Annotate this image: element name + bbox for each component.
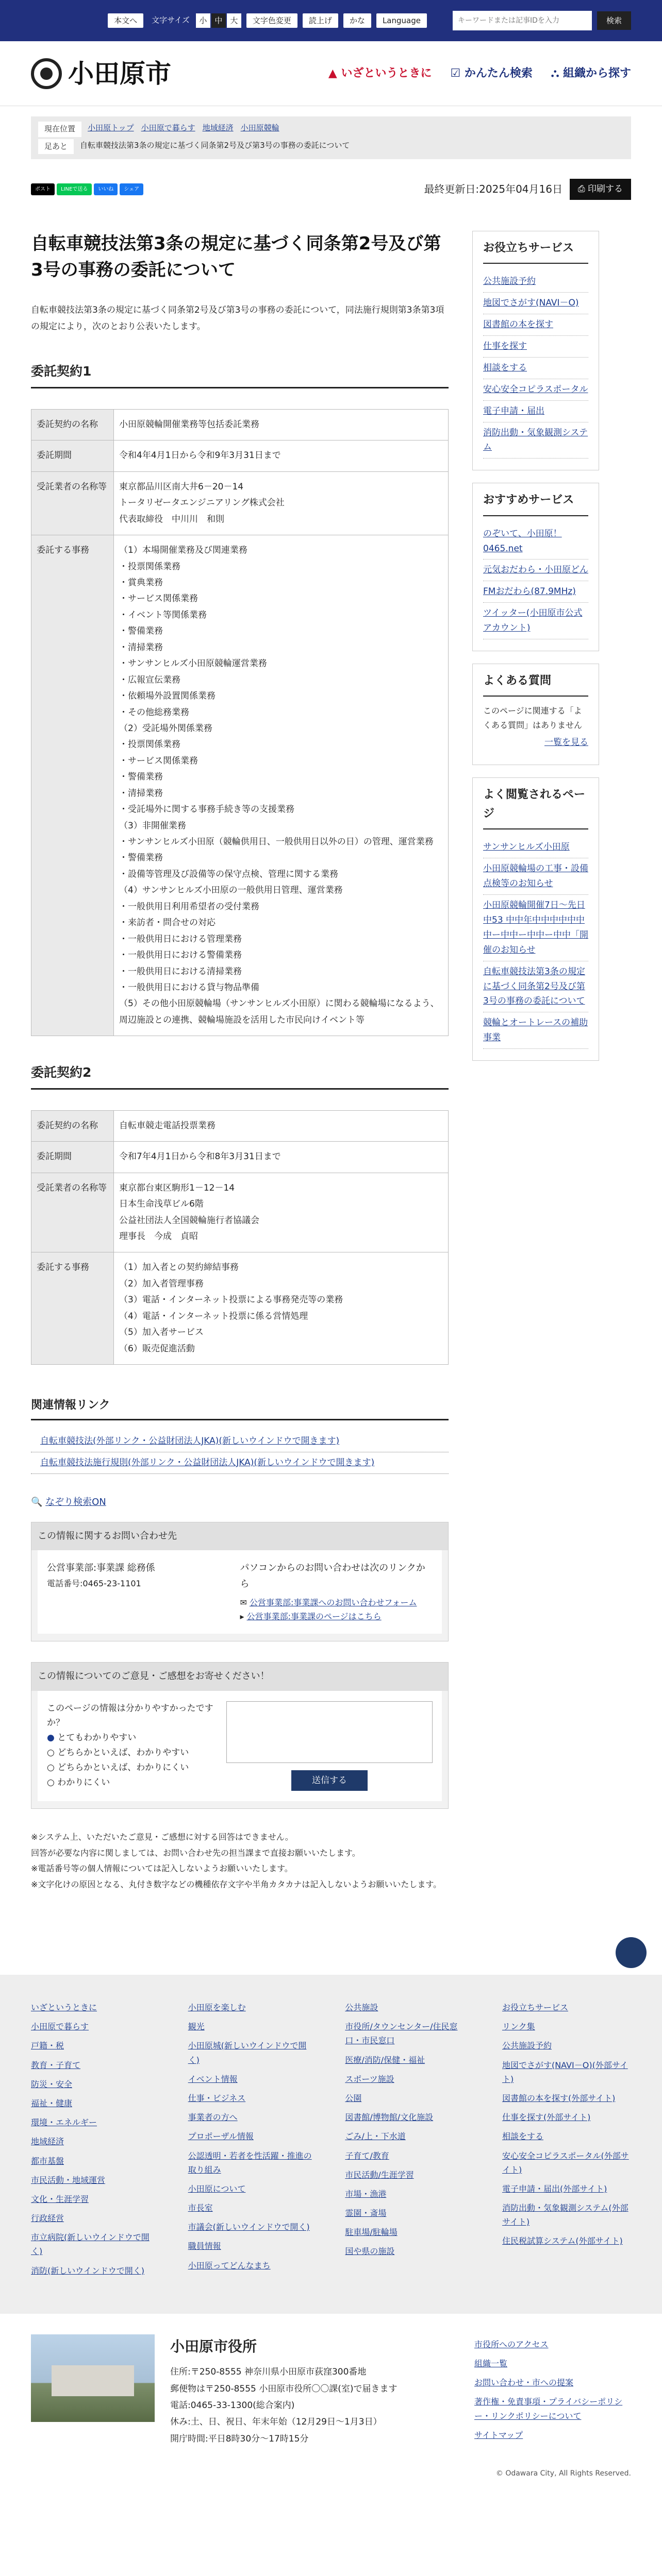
- sidebar-link[interactable]: 地図でさがす(NAVI－O): [483, 293, 588, 314]
- row-header: 委託期間: [31, 1142, 114, 1173]
- footer-link[interactable]: 市役所/タウンセンター/住民窓口・市民窓口: [345, 2022, 458, 2046]
- related-links-heading: 関連情報リンク: [31, 1396, 449, 1420]
- x-post-button[interactable]: ポスト: [31, 183, 55, 195]
- contract2-heading: 委託契約2: [31, 1062, 449, 1090]
- row-value: 令和4年4月1日から令和9年3月31日まで: [114, 440, 449, 471]
- footer-link[interactable]: 電子申請・届出(外部サイト): [502, 2183, 607, 2194]
- city-hall-photo: [31, 2334, 155, 2422]
- feedback-title: この情報についてのご意見・ご感想をお寄せください！: [31, 1663, 448, 1691]
- sidebar-link[interactable]: 仕事を探す: [483, 336, 588, 358]
- footer-link[interactable]: 戸籍・税: [31, 2041, 64, 2051]
- easy-search-link[interactable]: ☑ かんたん検索: [450, 66, 533, 80]
- copyright: © Odawara City, All Rights Reserved.: [495, 2469, 631, 2478]
- office-tel: 電話:0465-33-1300(総合案内): [170, 2400, 295, 2411]
- line-button[interactable]: LINEで送る: [57, 183, 92, 195]
- footer-link[interactable]: 消防(新しいウインドウで開く): [31, 2265, 145, 2276]
- skip-to-content-link[interactable]: 本文へ: [108, 13, 143, 28]
- site-name: 小田原市: [68, 58, 171, 89]
- city-emblem-icon: [31, 58, 62, 89]
- recommend-box: [472, 483, 599, 651]
- table-row: [31, 471, 449, 535]
- footer-link[interactable]: プロポーザル情報: [188, 2131, 254, 2142]
- office-link[interactable]: お問い合わせ・市への提案: [474, 2378, 574, 2388]
- footer-link[interactable]: 公園: [345, 2093, 362, 2103]
- office-address: 住所:〒250-8555 神奈川県小田原市荻窪300番地: [170, 2367, 367, 2378]
- emergency-link[interactable]: ▲ いざというときに: [328, 66, 432, 80]
- faq-box: [472, 664, 599, 765]
- utility-bar: [0, 0, 662, 41]
- footer-link[interactable]: 地図でさがす(NAVI－O)(外部サイト): [502, 2060, 628, 2084]
- org-search-link[interactable]: ⛬ 組織から探す: [551, 66, 631, 80]
- table-row: [31, 440, 449, 471]
- table-row: [31, 1173, 449, 1252]
- sidebar-link[interactable]: のぞいて、小田原！0465.net: [483, 523, 588, 560]
- sidebar-link[interactable]: 電子申請・届出: [483, 401, 588, 422]
- faq-text: このページに関連する「よくある質問」はありません: [483, 706, 583, 730]
- footer-link[interactable]: 市民活動・地域運営: [31, 2175, 106, 2185]
- footer-link[interactable]: 公認透明・若者を性活躍・推進の取り組み: [188, 2150, 312, 2175]
- contract1-table: [31, 409, 449, 1036]
- office-hours: 開庁時間:平日8時30分～17時15分: [170, 2433, 309, 2444]
- sidebar: [472, 231, 599, 1892]
- useful-services-box: [472, 231, 599, 470]
- link-act[interactable]: 自転車競技法(外部リンク・公益財団法人JKA)(新しいウインドウで開きます): [31, 1431, 449, 1452]
- search-button[interactable]: 検索: [597, 11, 631, 30]
- sidebar-link[interactable]: 元気おだわら・小田原どん: [483, 560, 588, 581]
- row-header: 受託業者の名称等: [31, 471, 114, 535]
- row-header: 委託契約の名称: [31, 409, 114, 440]
- current-location-label: 現在位置: [38, 122, 81, 137]
- footer-nav: [0, 1975, 662, 2314]
- contact-tel: 電話番号:0465-23-1101: [47, 1579, 141, 1588]
- office-info: [0, 2314, 662, 2468]
- footer-link[interactable]: 小田原を楽しむ: [188, 2003, 246, 2013]
- read-aloud-button[interactable]: 読上げ: [303, 13, 338, 28]
- color-change-button[interactable]: 文字色変更: [246, 13, 297, 28]
- sidebar-link[interactable]: 公共施設予約: [483, 271, 588, 293]
- footer-link[interactable]: スポーツ施設: [345, 2074, 394, 2084]
- related-links: [31, 1431, 449, 1474]
- site-logo[interactable]: [31, 52, 171, 95]
- radio-option-3[interactable]: ○ どちらかといえば、わかりにくい: [47, 1762, 189, 1773]
- link-rules[interactable]: 自転車競技法施行規則(外部リンク・公益財団法人JKA)(新しいウインドウで開きます): [31, 1452, 449, 1474]
- submit-button[interactable]: 送信する: [291, 1770, 368, 1791]
- office-link[interactable]: 市役所へのアクセス: [474, 2339, 549, 2349]
- footer-link[interactable]: 地域経済: [31, 2137, 64, 2147]
- recommend-title: おすすめサービス: [483, 490, 588, 516]
- print-label: 印刷する: [588, 184, 623, 194]
- footer-link[interactable]: 環境・エネルギー: [31, 2117, 97, 2128]
- radio-option-2[interactable]: ○ どちらかといえば、わかりやすい: [47, 1748, 189, 1758]
- faq-title: よくある質問: [483, 671, 588, 697]
- sidebar-link[interactable]: 安心安全コピラスポータル: [483, 379, 588, 401]
- table-row: [31, 1110, 449, 1141]
- crumb-living[interactable]: 小田原で暮らす: [141, 123, 195, 132]
- radio-option-1[interactable]: ● とてもわかりやすい: [47, 1733, 137, 1743]
- row-header: 委託契約の名称: [31, 1110, 114, 1141]
- footer-link[interactable]: 防災・安全: [31, 2079, 73, 2089]
- table-row: [31, 1252, 449, 1365]
- page-title: 自転車競技法第3条の規定に基づく同条第2号及び第3号の事務の委託について: [31, 233, 441, 280]
- note-4: ※文字化けの原因となる、丸付き数字などの機種依存文字や半角カタカナは記入しないようお願いいたします。: [31, 1879, 442, 1889]
- sidebar-link[interactable]: 自転車競技法第3条の規定に基づく同条第2号及び第3号の事務の委託について: [483, 961, 588, 1013]
- trail-text: 自転車競技法第3条の規定に基づく同条第2号及び第3号の事務の委託について: [80, 140, 350, 150]
- row-header: 委託する事務: [31, 535, 114, 1036]
- footer-link[interactable]: 市民活動/生涯学習: [345, 2170, 414, 2180]
- useful-title: お役立ちサービス: [483, 239, 588, 264]
- footer-link[interactable]: 行政経営: [31, 2213, 64, 2224]
- sidebar-link[interactable]: ツイッター(小田原市公式アカウント): [483, 603, 588, 639]
- option-label: どちらかといえば、わかりにくい: [57, 1762, 189, 1773]
- contact-dept: 公営事業部:事業課 総務係: [47, 1563, 155, 1574]
- crumb-top[interactable]: 小田原トップ: [88, 123, 134, 132]
- row-value: 自転車競走電話投票業務: [114, 1110, 449, 1141]
- footer-link[interactable]: 国や県の施設: [345, 2246, 395, 2257]
- nazori-search[interactable]: 🔍 なぞり検索ON: [31, 1497, 106, 1508]
- table-row: [31, 535, 449, 1036]
- intro-text: 自転車競技法第3条の規定に基づく同条第2号及び第3号の事務の委託について，同法施行規則第3条第3項の規定により，次のとおり公表いたします。: [31, 304, 444, 332]
- footer-link[interactable]: 市場・漁港: [345, 2189, 387, 2199]
- footer-link[interactable]: 霊園・斎場: [345, 2208, 387, 2218]
- sidebar-link[interactable]: 相談をする: [483, 358, 588, 379]
- footer-link[interactable]: 福祉・健康: [31, 2098, 73, 2108]
- crumb-economy[interactable]: 地域経済: [202, 123, 234, 132]
- footer-link[interactable]: 住民税試算システム(外部サイト): [502, 2236, 623, 2246]
- footer-link[interactable]: 公共施設予約: [502, 2041, 552, 2051]
- easy-search-label: かんたん検索: [464, 66, 533, 80]
- font-size-small[interactable]: 小: [196, 13, 210, 28]
- footer-link[interactable]: 小田原城(新しいウインドウで開く): [188, 2041, 307, 2065]
- office-link[interactable]: 著作権・免責事項・プライバシーポリシー・リンクポリシーについて: [474, 2397, 623, 2421]
- last-updated: 最終更新日:2025年04月16日: [424, 183, 562, 196]
- footer-link[interactable]: 図書館/博物館/文化施設: [345, 2112, 434, 2123]
- feedback-question: このページの情報は分かりやすかったですか？: [47, 1703, 213, 1728]
- office-holidays: 休み:土、日、祝日、年末年始（12月29日～1月3日）: [170, 2417, 382, 2428]
- font-size-medium[interactable]: 中: [211, 13, 226, 28]
- footer-link[interactable]: 市立病院(新しいウインドウで開く): [31, 2232, 150, 2257]
- footer-link[interactable]: 仕事を探す(外部サイト): [502, 2112, 591, 2123]
- sidebar-link[interactable]: 図書館の本を探す: [483, 314, 588, 336]
- row-header: 受託業者の名称等: [31, 1173, 114, 1252]
- pc-contact-label: パソコンからのお問い合わせは次のリンクから: [240, 1563, 425, 1589]
- contract1-heading: 委託契約1: [31, 361, 449, 388]
- back-to-top-button[interactable]: [616, 1937, 647, 1968]
- row-header: 委託する事務: [31, 1252, 114, 1365]
- footer-link[interactable]: 図書館の本を探す(外部サイト): [502, 2093, 616, 2103]
- popular-box: [472, 777, 599, 1061]
- radio-option-4[interactable]: ○ わかりにくい: [47, 1777, 110, 1788]
- row-value: 東京都台東区駒形1－12－14 日本生命浅草ビル6階 公益社団法人全国競輪施行者協議会 理事長 今成 貞昭: [114, 1173, 449, 1252]
- row-value: （1）本場開催業務及び関連業務 ・投票関係業務 ・賞典業務 ・サービス関係業務 ・イベント等関係業務 ・警備業務 ・清掃業務 ・サンサンヒルズ小田原競輪運営業務 ・広報宣伝業務 ・依頼場外設置関係業務 ・その他総務業務 （2）受託場外関係業務 ・投票関係業務 ・サービス関係業務 ・警備業務 ・清掃業務 ・受託場外に関する事務手続き等の支援業務 （3）非開催業務 ・サンサンヒルズ小田原（競輪供用日、一般供用日以外の日）の管理、運営業務 ・警備業務 ・設備等管理及び設備等の保守点検、管理に関する業務 （4）サンサンヒルズ小田原の一般供用日管理、運営業務 ・一般供用日利用希望者の受付業務 ・来訪者・問合せの対応 ・一般供用日における管理業務 ・一般供用日における警備業務 ・一般供用日における清掃業務 ・一般供用日における貸与物品準備 （5）その他小田原競輪場（サンサンヒルズ小田原）に関わる競輪場になるよう、周辺施設との連携、競輪場施設を活用した市民向けイベント等: [114, 535, 449, 1036]
- org-search-label: 組織から探す: [562, 66, 631, 80]
- row-value: 小田原競輪開催業務等包括委託業務: [114, 409, 449, 440]
- option-label: わかりにくい: [57, 1777, 110, 1788]
- table-row: [31, 1142, 449, 1173]
- fb-share-button[interactable]: シェア: [120, 183, 143, 195]
- footer-link[interactable]: 市長室: [188, 2203, 213, 2213]
- main-content: [31, 231, 449, 1892]
- footer-link[interactable]: リンク集: [502, 2022, 535, 2032]
- footer-link[interactable]: ごみ/上・下水道: [345, 2131, 406, 2142]
- contact-form-link[interactable]: 公営事業部:事業課へのお問い合わせフォーム: [249, 1597, 417, 1607]
- note-2: 回答が必要な内容に関しましては、お問い合わせ先の担当課まで直接お願いいたします。: [31, 1848, 360, 1858]
- footer-link[interactable]: イベント情報: [188, 2074, 238, 2084]
- footer-link[interactable]: 安心安全コピラスポータル(外部サイト): [502, 2150, 629, 2175]
- sidebar-link[interactable]: 小田原競輪開催7日～先日中53 中中年中中中中中中中ー中中ー中中ー中中「開催のお知らせ: [483, 895, 588, 961]
- feedback-box: [31, 1662, 449, 1809]
- font-size-large[interactable]: 大: [227, 13, 241, 28]
- breadcrumb: [31, 116, 631, 159]
- footer-link[interactable]: 相談をする: [502, 2131, 543, 2142]
- footer-link[interactable]: 仕事・ビジネス: [188, 2093, 246, 2103]
- nazori-link[interactable]: なぞり検索ON: [45, 1497, 106, 1508]
- footer-link[interactable]: 観光: [188, 2022, 205, 2032]
- page-toolbar: [31, 179, 631, 200]
- sidebar-link[interactable]: 消防出動・気象観測システム: [483, 422, 588, 459]
- footer-link[interactable]: 都市基盤: [31, 2156, 64, 2166]
- footer-link[interactable]: 公共施設: [345, 2003, 378, 2013]
- footer-link[interactable]: お役立ちサービス: [502, 2003, 568, 2013]
- contract2-table: [31, 1110, 449, 1365]
- like-button[interactable]: いいね: [94, 183, 118, 195]
- contact-box: この情報に関するお問い合わせ先 公営事業部:事業課 総務係 電話番号:0465-23-1101 パソコンからのお問い合わせは次のリンクから ✉ 公営事業部:事業課へのお問い合わせフォーム ▸ 公営事業部:事業課のページはこちら: [31, 1522, 449, 1641]
- header-nav: [328, 64, 631, 83]
- feedback-textarea[interactable]: [226, 1701, 433, 1763]
- language-button[interactable]: Language: [376, 13, 427, 28]
- footer-link[interactable]: 市議会(新しいウインドウで開く): [188, 2222, 310, 2232]
- print-button[interactable]: ⎙ 印刷する: [570, 179, 631, 200]
- site-header: [0, 41, 662, 106]
- footer-link[interactable]: いざというときに: [31, 2003, 97, 2013]
- sidebar-link[interactable]: 競輪とオートレースの補助事業: [483, 1012, 588, 1049]
- office-address2: 郵便物は〒250-8555 小田原市役所〇〇課(室)で届きます: [170, 2383, 398, 2394]
- trail-label: 足あと: [38, 139, 74, 155]
- office-link[interactable]: 組織一覧: [474, 2359, 508, 2369]
- footer-link[interactable]: 職員情報: [188, 2241, 221, 2251]
- sidebar-link[interactable]: 小田原競輪場の工事・設備点検等のお知らせ: [483, 858, 588, 895]
- emergency-label: いざというときに: [341, 66, 432, 80]
- office-link[interactable]: サイトマップ: [474, 2430, 523, 2440]
- sidebar-link[interactable]: サンサンヒルズ小田原: [483, 837, 588, 858]
- footer-link[interactable]: 教育・子育て: [31, 2060, 81, 2070]
- font-size-label: 文字サイズ: [152, 15, 190, 25]
- footer-link[interactable]: 医療/消防/保健・福祉: [345, 2055, 425, 2065]
- note-3: ※電話番号等の個人情報については記入しないようお願いいたします。: [31, 1863, 293, 1874]
- share-buttons: [31, 183, 143, 195]
- dept-page-link[interactable]: 公営事業部:事業課のページはこちら: [246, 1611, 382, 1621]
- footer-link[interactable]: 小田原で暮らす: [31, 2022, 89, 2032]
- option-label: どちらかといえば、わかりやすい: [57, 1748, 189, 1758]
- footer-link[interactable]: 事業者の方へ: [188, 2112, 238, 2123]
- popular-title: よく閲覧されるページ: [483, 785, 588, 830]
- row-header: 委託期間: [31, 440, 114, 471]
- row-value: （1）加入者との契約締結事務 （2）加入者管理事務 （3）電話・インターネット投票による事務発売等の業務 （4）電話・インターネット投票に係る営情処理 （5）加入者サービス （6）販売促進活動: [114, 1252, 449, 1365]
- crumb-keirin[interactable]: 小田原競輪: [240, 123, 279, 132]
- row-value: 東京都品川区南大井6－20－14 トータリゼータエンジニアリング株式会社 代表取締役 中川川 和則: [114, 471, 449, 535]
- faq-list-link[interactable]: 一覧を見る: [544, 737, 588, 748]
- footer-link[interactable]: 小田原について: [188, 2183, 246, 2194]
- footer-link[interactable]: 駐車場/駐輪場: [345, 2227, 398, 2238]
- office-name: 小田原市役所: [170, 2337, 257, 2355]
- footer-link[interactable]: 子育て/教育: [345, 2150, 389, 2161]
- row-value: 令和7年4月1日から令和8年3月31日まで: [114, 1142, 449, 1173]
- kana-button[interactable]: かな: [343, 13, 371, 28]
- site-search-input[interactable]: [453, 11, 592, 30]
- table-row: [31, 409, 449, 440]
- footer-link[interactable]: 文化・生涯学習: [31, 2194, 89, 2204]
- option-label: とてもわかりやすい: [57, 1733, 137, 1743]
- note-1: ※システム上、いただいたご意見・ご感想に対する回答はできません。: [31, 1832, 293, 1842]
- sidebar-link[interactable]: FMおだわら(87.9MHz): [483, 581, 588, 603]
- contact-title: この情報に関するお問い合わせ先: [31, 1522, 448, 1551]
- footer-link[interactable]: 小田原ってどんなまち: [188, 2260, 271, 2270]
- footer-link[interactable]: 消防出動・気象観測システム(外部サイト): [502, 2203, 628, 2227]
